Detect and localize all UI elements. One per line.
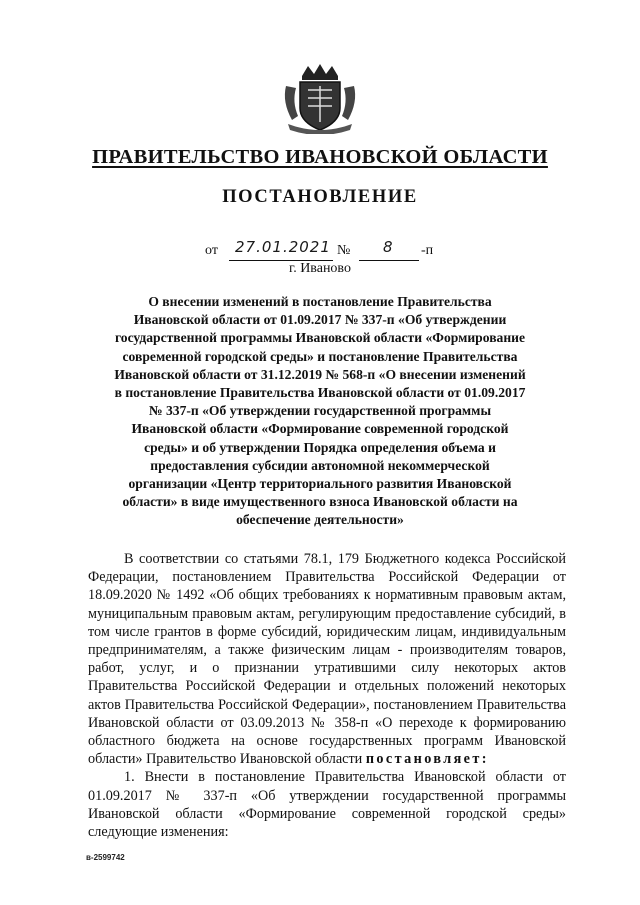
coat-of-arms-icon xyxy=(280,62,360,134)
number-sign: № xyxy=(337,243,351,258)
date-prefix: от xyxy=(205,243,218,258)
document-type: ПОСТАНОВЛЕНИЕ xyxy=(222,187,418,207)
decree-word: постановляет: xyxy=(365,751,489,768)
city: г. Иваново xyxy=(289,261,351,276)
number-value: 8 xyxy=(383,238,394,256)
document-heading: О внесении изменений в постановление Правительства Ивановской области от 01.09.2017 № 337-п «Об утверждении государственной программы Ивановской области «Формирование современной городской среды» и постановление Правительства Ивановской области от 31.12.2019 № 568-п «О внесении изменений в постановление Правительства Ивановской области от 01.09.2017 № 337-п «Об утверждении государственной программы Ивановской области «Формирование современной городской среды» и об утверждении Порядка определения объема и предоставления субсидии автономной некоммерческой организации «Центр территориального развития Ивановской области» в виде имущественного взноса Ивановской области на обеспечение деятельности» xyxy=(114,294,526,528)
number-suffix: -п xyxy=(421,243,434,258)
government-title: ПРАВИТЕЛЬСТВО ИВАНОВСКОЙ ОБЛАСТИ xyxy=(92,146,548,168)
date-value: 27.01.2021 xyxy=(235,238,331,256)
document-body xyxy=(88,550,566,841)
footer-code: в-2599742 xyxy=(86,853,125,862)
preamble-text: В соответствии со статьями 78.1, 179 Бюджетного кодекса Российской Федерации, постановлением Правительства Российской Федерации от 18.09.2020 № 1492 «Об общих требованиях к нормативным правовым актам, муниципальным правовым актам, регулирующим предоставление субсидий, в том числе грантов в форме субсидий, юридическим лицам, индивидуальным предпринимателям, а также физическим лицам - производителям товаров, работ, услуг, и о признании утратившими силу некоторых актов Правительства Российской Федерации и отдельных положений некоторых актов Правительства Российской Федерации», постановлением Правительства Ивановской области от 03.09.2013 № 358-п «О переходе к формированию областного бюджета на основе государственных программ Ивановской области» Правительство Ивановской области xyxy=(88,551,566,768)
preamble-paragraph xyxy=(88,550,566,768)
item-1-paragraph: 1. Внести в постановление Правительства Ивановской области от 01.09.2017 № 337-п «Об утверждении государственной программы Ивановской области «Формирование современной городской среды» следующие изменения: xyxy=(88,769,566,841)
